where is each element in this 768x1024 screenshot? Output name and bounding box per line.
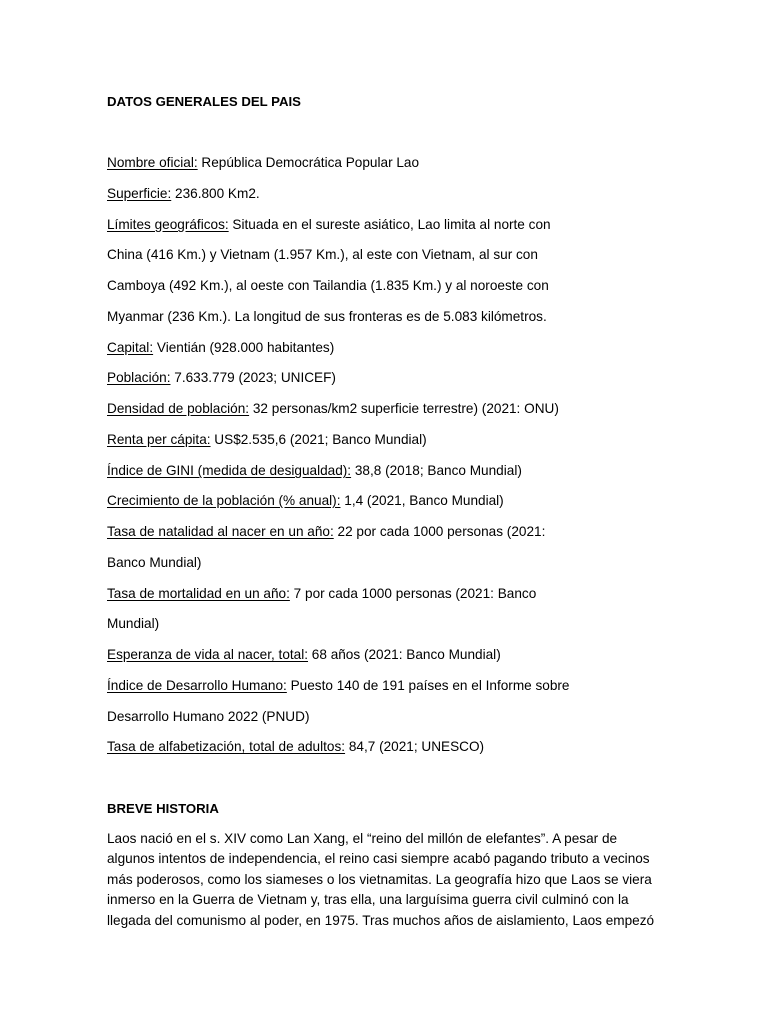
- data-row: [107, 308, 547, 326]
- data-row: [107, 185, 260, 203]
- data-row: [107, 615, 159, 633]
- row-value: 7.633.779 (2023; UNICEF): [170, 370, 336, 385]
- row-value: 1,4 (2021, Banco Mundial): [340, 493, 504, 508]
- data-row: [107, 708, 309, 726]
- row-value: Mundial): [107, 616, 160, 631]
- row-value: 32 personas/km2 superficie terrestre) (2021: ONU): [249, 401, 559, 416]
- row-value: 38,8 (2018; Banco Mundial): [351, 463, 522, 478]
- row-value: República Democrática Popular Lao: [197, 155, 420, 170]
- data-row: [107, 646, 501, 664]
- data-row: [107, 246, 538, 264]
- general-data-heading: DATOS GENERALES DEL PAIS: [107, 94, 301, 109]
- data-row: [107, 523, 545, 541]
- row-value: Puesto 140 de 191 países en el Informe sobre: [286, 678, 570, 693]
- row-label: Índice de GINI (medida de desigualdad):: [107, 463, 352, 478]
- row-label: Capital:: [107, 340, 154, 355]
- data-row: [107, 277, 549, 295]
- row-value: Situada en el sureste asiático, Lao limita al norte con: [228, 217, 551, 232]
- row-value: Desarrollo Humano 2022 (PNUD): [107, 709, 310, 724]
- row-label: Esperanza de vida al nacer, total:: [107, 647, 309, 662]
- data-row: [107, 369, 336, 387]
- row-label: Límites geográficos:: [107, 217, 229, 232]
- data-row: [107, 585, 536, 603]
- row-label: Tasa de mortalidad en un año:: [107, 586, 290, 601]
- row-value: 22 por cada 1000 personas (2021:: [333, 524, 546, 539]
- history-paragraph: Laos nació en el s. XIV como Lan Xang, el “reino del millón de elefantes”. A pesar de algunos intentos de independencia, el reino casi siempre acabó pagando tributo a vecinos más poderosos, como los siameses o los vietnamitas. La geografía hizo que Laos se viera inmerso en la Guerra de Vietnam y, tras ella, una larguísima guerra civil culminó con la llegada del comunismo al poder, en 1975. Tras muchos años de aislamiento, Laos empezó: [107, 831, 655, 928]
- data-row: [107, 154, 419, 172]
- data-row: [107, 462, 522, 480]
- row-label: Población:: [107, 370, 171, 385]
- row-label: Tasa de natalidad al nacer en un año:: [107, 524, 334, 539]
- row-label: Nombre oficial:: [107, 155, 198, 170]
- data-row: [107, 677, 569, 695]
- data-row: [107, 400, 559, 418]
- data-row: [107, 738, 484, 756]
- row-label: Tasa de alfabetización, total de adultos:: [107, 739, 346, 754]
- data-row: [107, 339, 334, 357]
- row-label: Índice de Desarrollo Humano:: [107, 678, 287, 693]
- row-value: 68 años (2021: Banco Mundial): [308, 647, 501, 662]
- row-value: Camboya (492 Km.), al oeste con Tailandia (1.835 Km.) y al noroeste con: [107, 278, 549, 293]
- row-value: US$2.535,6 (2021; Banco Mundial): [210, 432, 427, 447]
- row-value: 236.800 Km2.: [171, 186, 260, 201]
- row-value: 7 por cada 1000 personas (2021: Banco: [289, 586, 537, 601]
- data-row: [107, 492, 504, 510]
- history-heading: BREVE HISTORIA: [107, 801, 219, 816]
- row-value: Banco Mundial): [107, 555, 202, 570]
- row-value: China (416 Km.) y Vietnam (1.957 Km.), al este con Vietnam, al sur con: [107, 247, 538, 262]
- data-row: [107, 431, 427, 449]
- data-row: [107, 216, 551, 234]
- row-value: Myanmar (236 Km.). La longitud de sus fronteras es de 5.083 kilómetros.: [107, 309, 547, 324]
- row-value: 84,7 (2021; UNESCO): [345, 739, 485, 754]
- row-label: Renta per cápita:: [107, 432, 211, 447]
- data-row: [107, 554, 201, 572]
- row-label: Superficie:: [107, 186, 172, 201]
- row-label: Crecimiento de la población (% anual):: [107, 493, 341, 508]
- row-value: Vientián (928.000 habitantes): [153, 340, 335, 355]
- row-label: Densidad de población:: [107, 401, 250, 416]
